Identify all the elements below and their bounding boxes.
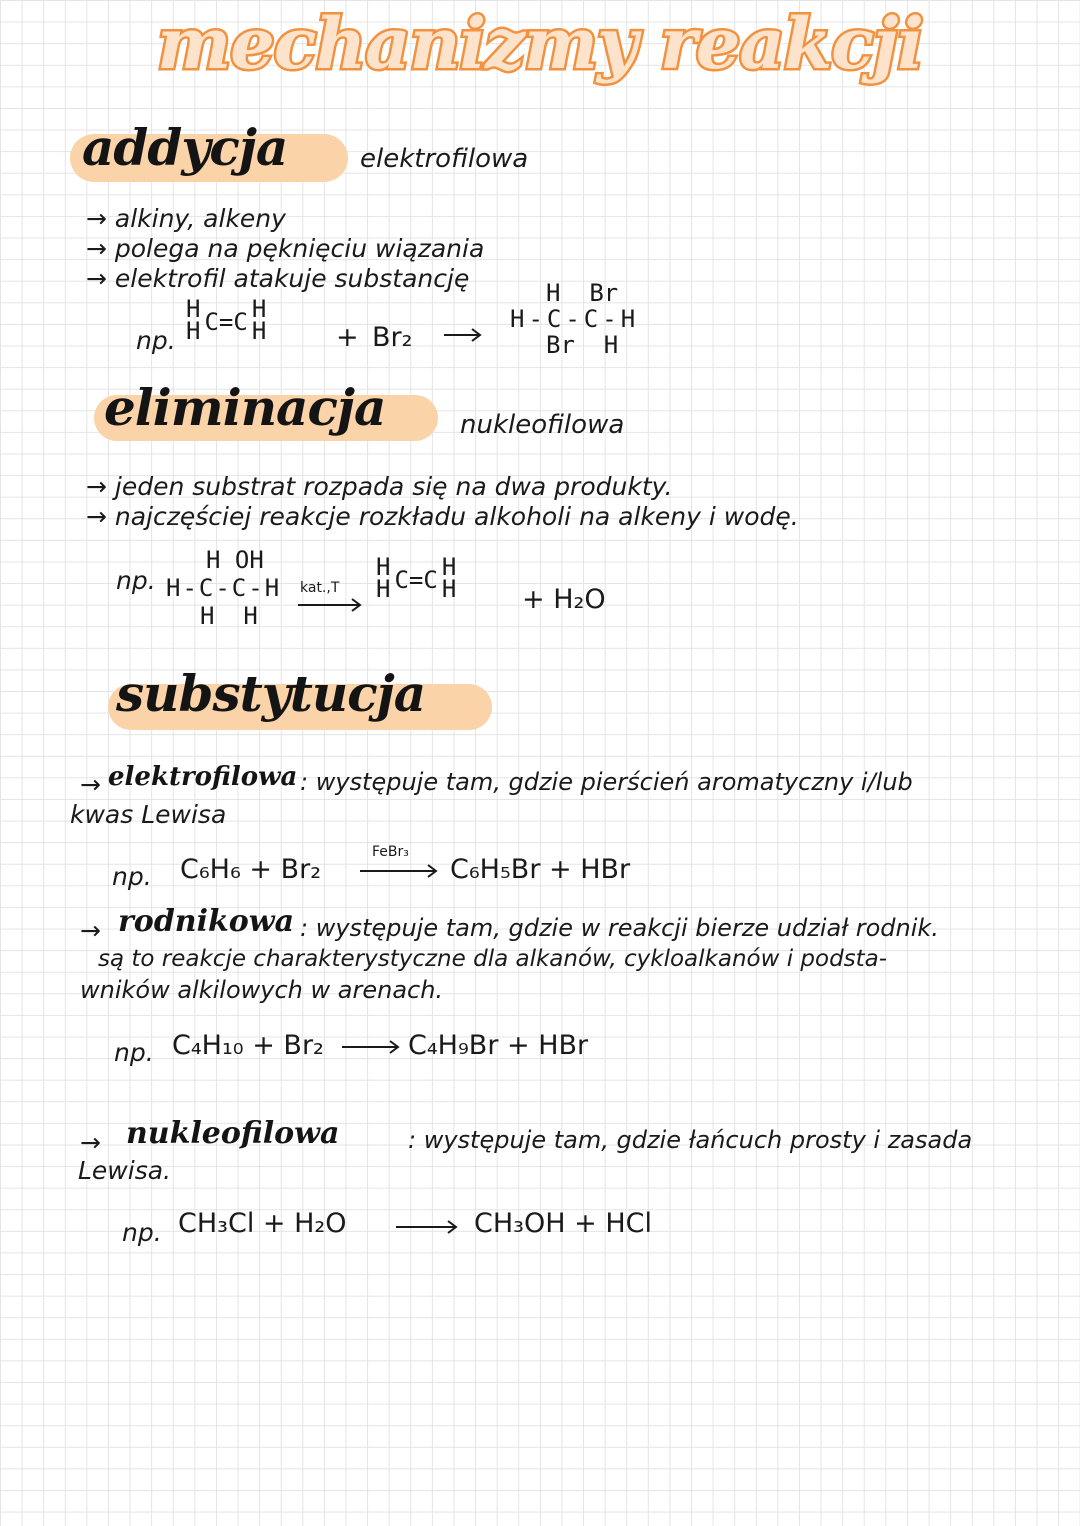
addycja-bullet-3: → elektrofil atakuje substancję (86, 264, 470, 293)
substytucja-heading: substytucja (116, 664, 426, 723)
substytucja-rodnikowa-arrow: → (80, 916, 101, 945)
substytucja-elektrofilowa-keyword: elektrofilowa (108, 762, 298, 792)
addycja-subtype: elektrofilowa (360, 144, 529, 174)
addycja-example-prefix: np. (136, 326, 176, 355)
nukleofilowa-example-lhs: CH₃Cl + H₂O (178, 1208, 347, 1239)
addycja-product-top: H Br (546, 279, 619, 307)
eliminacja-example-prefix: np. (116, 566, 156, 595)
rodnikowa-example-lhs: C₄H₁₀ + Br₂ (172, 1030, 324, 1061)
substytucja-nukleofilowa-line1: : występuje tam, gdzie łańcuch prosty i zasada (408, 1126, 973, 1154)
substytucja-rodnikowa-keyword: rodnikowa (118, 904, 295, 939)
rodnikowa-example-rhs: C₄H₉Br + HBr (408, 1030, 589, 1061)
substytucja-nukleofilowa-arrow: → (80, 1128, 101, 1157)
eliminacja-reaction-arrow (298, 598, 364, 612)
eliminacja-bullet-2: → najczęściej reakcje rozkładu alkoholi na alkeny i wodę. (86, 502, 799, 531)
elektrofilowa-example-prefix: np. (112, 862, 152, 891)
eliminacja-substrate-top: H OH (206, 546, 264, 574)
eliminacja-substrate-bottom: H H (200, 602, 258, 630)
substytucja-elektrofilowa-arrow: → (80, 770, 101, 799)
addycja-product-bottom: Br H (546, 331, 619, 359)
elektrofilowa-reaction-arrow (360, 864, 440, 878)
substytucja-nukleofilowa-line2: Lewisa. (78, 1156, 171, 1185)
addycja-reaction-arrow (444, 328, 484, 342)
elektrofilowa-example-lhs: C₆H₆ + Br₂ (180, 854, 322, 885)
addycja-reagent: Br₂ (372, 322, 413, 353)
rodnikowa-reaction-arrow (342, 1040, 402, 1054)
addycja-plus: + (336, 322, 359, 353)
eliminacja-substrate-main: H-C-C-H (166, 574, 282, 602)
dibromoethane-structure (510, 280, 639, 358)
addycja-bullet-2: → polega na pęknięciu wiązania (86, 234, 485, 263)
addycja-product-main: H-C-C-H (510, 305, 640, 333)
substytucja-rodnikowa-line2: są to reakcje charakterystyczne dla alkanów, cykloalkanów i podsta- (98, 946, 888, 972)
eliminacja-arrow-label: kat.,T (300, 580, 340, 596)
eliminacja-water-product: + H₂O (522, 584, 606, 615)
substytucja-elektrofilowa-line1: : występuje tam, gdzie pierścień aromatyczny i/lub (300, 768, 913, 796)
elektrofilowa-catalyst: FeBr₃ (372, 844, 409, 860)
substytucja-rodnikowa-line3: wników alkilowych w arenach. (80, 976, 444, 1004)
nukleofilowa-example-rhs: CH₃OH + HCl (474, 1208, 652, 1239)
eliminacja-bullet-1: → jeden substrat rozpada się na dwa produkty. (86, 472, 673, 501)
substytucja-nukleofilowa-keyword: nukleofilowa (126, 1116, 340, 1151)
eliminacja-subtype: nukleofilowa (460, 410, 625, 440)
eliminacja-heading: eliminacja (104, 378, 386, 437)
ethene-structure: H H C=C H H (186, 295, 267, 345)
nukleofilowa-example-prefix: np. (122, 1218, 162, 1247)
ethanol-structure (166, 546, 281, 630)
rodnikowa-example-prefix: np. (114, 1038, 154, 1067)
addycja-bullet-1: → alkiny, alkeny (86, 204, 286, 233)
addycja-heading: addycja (82, 118, 288, 177)
substytucja-rodnikowa-line1: : występuje tam, gdzie w reakcji bierze udział rodnik. (300, 914, 939, 942)
nukleofilowa-reaction-arrow (396, 1220, 460, 1234)
elektrofilowa-example-rhs: C₆H₅Br + HBr (450, 854, 631, 885)
page-title: mechanizmy reakcji (157, 2, 923, 85)
ethene-product-structure: H H C=C H H (376, 553, 457, 603)
substytucja-elektrofilowa-line2: kwas Lewisa (70, 800, 227, 829)
